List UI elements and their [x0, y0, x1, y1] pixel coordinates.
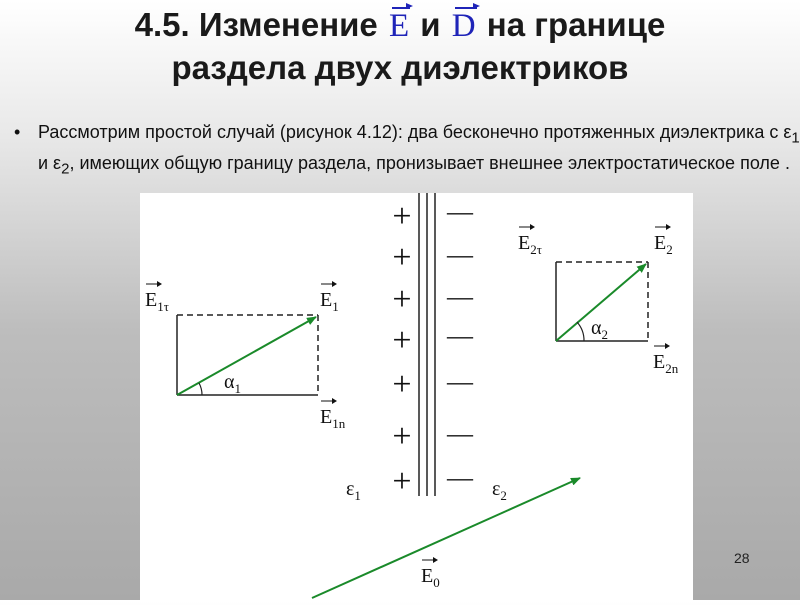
label-alpha1-main: α [224, 371, 235, 393]
label-e0-sub: 0 [433, 575, 440, 590]
label-alpha2-sub: 2 [601, 327, 608, 342]
text-part-1: Рассмотрим простой случай (рисунок 4.12): два бесконечно протяженных диэлектрика с ε [38, 122, 792, 142]
svg-text:E2n [653, 351, 679, 376]
label-e0-main: E [421, 565, 434, 587]
minus-sign: — [447, 367, 473, 396]
vector-d-symbol: D [450, 5, 478, 47]
bullet-icon: • [14, 122, 21, 142]
minus-sign: — [447, 463, 473, 492]
slide-title [0, 4, 800, 89]
label-e1-tau-sub: 1τ [157, 299, 169, 314]
figure-svg [140, 193, 693, 600]
title-and: и [420, 6, 441, 43]
title-line-1 [0, 4, 800, 47]
label-eps1-main: ε [346, 478, 355, 500]
text-sub-2: 2 [61, 160, 70, 178]
label-e1 [320, 281, 339, 314]
minus-sign: — [447, 240, 473, 269]
alpha2-arc [577, 322, 584, 341]
text-part-2: и ε [38, 152, 62, 173]
svg-text:E1τ [145, 289, 169, 314]
svg-text:E2τ [518, 232, 542, 257]
label-e1-main: E [320, 289, 333, 311]
minus-sign: — [447, 197, 473, 226]
label-e2-n [653, 343, 679, 376]
minus-sign: — [447, 419, 473, 448]
svg-text:E2 [654, 232, 673, 257]
plus-sign: + [392, 418, 412, 455]
title-prefix: 4.5. Изменение [134, 6, 378, 43]
bullet-paragraph [10, 120, 800, 181]
svg-text:E1 [320, 289, 339, 314]
label-eps2-main: ε [492, 478, 501, 500]
label-eps1-sub: 1 [354, 488, 361, 503]
page-number: 28 [734, 550, 750, 566]
label-e2-n-main: E [653, 351, 666, 373]
plus-sign: + [392, 281, 412, 318]
text-part-3: , имеющих общую границу раздела, пронизывает внешнее электростатическое поле . [69, 152, 790, 173]
label-e0 [421, 557, 440, 590]
figure-4-12 [140, 193, 693, 600]
label-alpha2 [591, 317, 608, 342]
svg-text:E1n [320, 406, 346, 431]
label-e2-sub: 2 [666, 242, 673, 257]
alpha1-arc [199, 383, 202, 395]
label-e1-sub: 1 [332, 299, 339, 314]
plus-sign: + [392, 322, 412, 359]
label-eps1 [346, 478, 361, 503]
title-line-2: раздела двух диэлектриков [171, 49, 629, 86]
title-suffix: на границе [486, 6, 666, 43]
label-e1-tau-main: E [145, 289, 158, 311]
label-e1-n [320, 398, 346, 431]
label-e2-main: E [654, 232, 667, 254]
label-e2 [654, 224, 673, 257]
svg-text:E0 [421, 565, 440, 590]
e1-vector-arrow [177, 317, 316, 395]
label-alpha1 [224, 371, 241, 396]
label-e1-n-main: E [320, 406, 333, 428]
minus-sign: — [447, 282, 473, 311]
label-e1-tau [145, 281, 169, 314]
label-e1-n-sub: 1n [332, 416, 346, 431]
label-alpha1-sub: 1 [234, 381, 241, 396]
minus-sign: — [447, 321, 473, 350]
label-eps2-sub: 2 [500, 488, 507, 503]
label-e2-tau [518, 224, 542, 257]
label-e2-tau-main: E [518, 232, 531, 254]
bullet-text [38, 120, 800, 181]
label-e2-n-sub: 2n [665, 361, 679, 376]
label-e2-tau-sub: 2τ [530, 242, 542, 257]
plus-sign: + [392, 366, 412, 403]
vector-e-symbol: E [387, 5, 411, 47]
label-eps2 [492, 478, 507, 503]
label-alpha2-main: α [591, 317, 602, 339]
text-sub-1: 1 [791, 129, 800, 147]
plus-sign: + [392, 463, 412, 500]
plus-sign: + [392, 198, 412, 235]
plus-sign: + [392, 239, 412, 276]
